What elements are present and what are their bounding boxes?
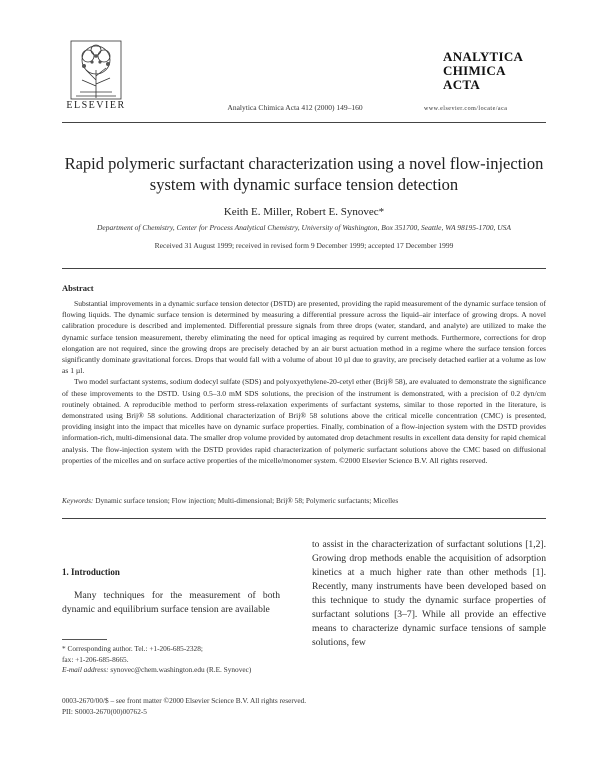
footnote (62, 644, 280, 676)
received-dates: Received 31 August 1999; received in revised form 9 December 1999; accepted 17 December 1999 (154, 241, 454, 250)
abstract-paragraph: Two model surfactant systems, sodium dodecyl sulfate (SDS) and polyoxyethylene-20-cetyl ether (Brij® 58), are evaluated to demonstrate the significance of these improvements to the DSTD. Using 0.5–3.0 mM SDS solutions, the precision of the instrument is demonstrated, with a precision of 0.2 dyn/cm routinely obtained. A reproducible method to perform stress-relaxation experiments of surfactant systems, similar to those reported in the literature, is demonstrated using Brij® 58 solutions. Additional characterization of Brij® 58 solutions above the critical micelle concentration (CMC) is presented, providing insight into the impact that micelles have on dynamic surface properties. Finally, combination of a flow-injection system with the DSTD provides information-rich, multi-dimensional data. The smaller drop volume provided by automated drop detachment results in excellent data density for rapid chemical analysis. The flow-injection system with the DSTD provides rapid characterization of polymeric surfactant solutions above the CMC based on diffusional properties of the micelles and on surface active properties of the micelle/monomer system. ©2000 Elsevier Science B.V. All rights reserved. (62, 377, 546, 465)
journal-title-line: CHIMICA (443, 63, 506, 78)
footnote-email (62, 665, 280, 676)
journal-title-line: ACTA (443, 77, 481, 92)
journal-title-line: ANALYTICA (443, 49, 524, 64)
front-matter (62, 696, 546, 717)
footnote-line: fax: +1-206-685-8665. (62, 654, 129, 664)
abstract-heading: Abstract (62, 283, 94, 293)
article-title (62, 153, 546, 195)
authors: Keith E. Miller, Robert E. Synovec* (223, 206, 385, 218)
abstract-top-rule (62, 268, 546, 269)
copyright-line: 0003-2670/00/$ – see front matter ©2000 Elsevier Science B.V. All rights reserved. (62, 696, 307, 705)
keywords-list: Dynamic surface tension; Flow injection; Multi-dimensional; Brij® 58; Polymeric surfactants; Micelles (95, 496, 399, 505)
intro-paragraph: to assist in the characterization of surfactant solutions [1,2]. Growing drop methods enable the acquisition of adsorption kinetics at a much higher rate than other methods [1]. Recently, many instruments have been developed based on this technique to study the dynamic surface properties of surfactant solutions [3–7]. While all provide an effective means to characterize dynamic surface tensions of sample solutions, few (312, 539, 546, 648)
header-rule (62, 122, 546, 123)
abstract-body (62, 298, 546, 466)
journal-citation: Analytica Chimica Acta 412 (2000) 149–160 (227, 103, 363, 112)
intro-right-column (312, 538, 546, 650)
abstract-bottom-rule (62, 518, 546, 519)
title-line: Rapid polymeric surfactant characterization using a novel flow-injection (64, 154, 544, 173)
publisher-name: ELSEVIER (66, 100, 126, 111)
footnote-line: * Corresponding author. Tel.: +1-206-685-2328; (62, 644, 203, 653)
email-label: E-mail address: (62, 665, 109, 674)
keywords-label: Keywords: (62, 496, 94, 505)
abstract-paragraph: Substantial improvements in a dynamic surface tension detector (DSTD) are presented, providing the rapid measurement of the dynamic surface tension of flowing liquids. The dynamic surface tension is determined by measuring a differential pressure across the liquid–air interface of growing drops. A novel calibration procedure is described and implemented. Differential pressure signals from three drops (water, standard, and analyte) are utilized to make the dynamic surface tension measurement, thereby eliminating the need for optical imaging as required by current methods. Furthermore, corrections for drop elongation are not required, since the growing drops are precisely detached by an air burst actuation method in a regime where the surface tension forces significantly dominate gravitational forces. Drops that would fall with a volume of about 10 µl due to gravity, are precisely detached earlier at a volume as low as 1 µl. (62, 299, 546, 376)
footnote-rule (62, 639, 107, 640)
elsevier-tree-logo (70, 40, 122, 100)
pii-line: PII: S0003-2670(00)00762-5 (62, 706, 147, 716)
affiliation: Department of Chemistry, Center for Process Analytical Chemistry, University of Washington, Box 351700, Seattle, WA 98195-1700, USA (96, 223, 512, 232)
journal-title (443, 50, 543, 92)
email-value[interactable]: synovec@chem.washington.edu (R.E. Synovec) (110, 665, 252, 674)
intro-paragraph: Many techniques for the measurement of both dynamic and equilibrium surface tension are available (62, 590, 280, 615)
intro-left-column (62, 589, 280, 617)
section-heading-introduction: 1. Introduction (62, 567, 120, 577)
journal-url[interactable]: www.elsevier.com/locate/aca (424, 106, 508, 112)
keywords (62, 496, 546, 505)
title-line: system with dynamic surface tension detection (149, 175, 459, 194)
